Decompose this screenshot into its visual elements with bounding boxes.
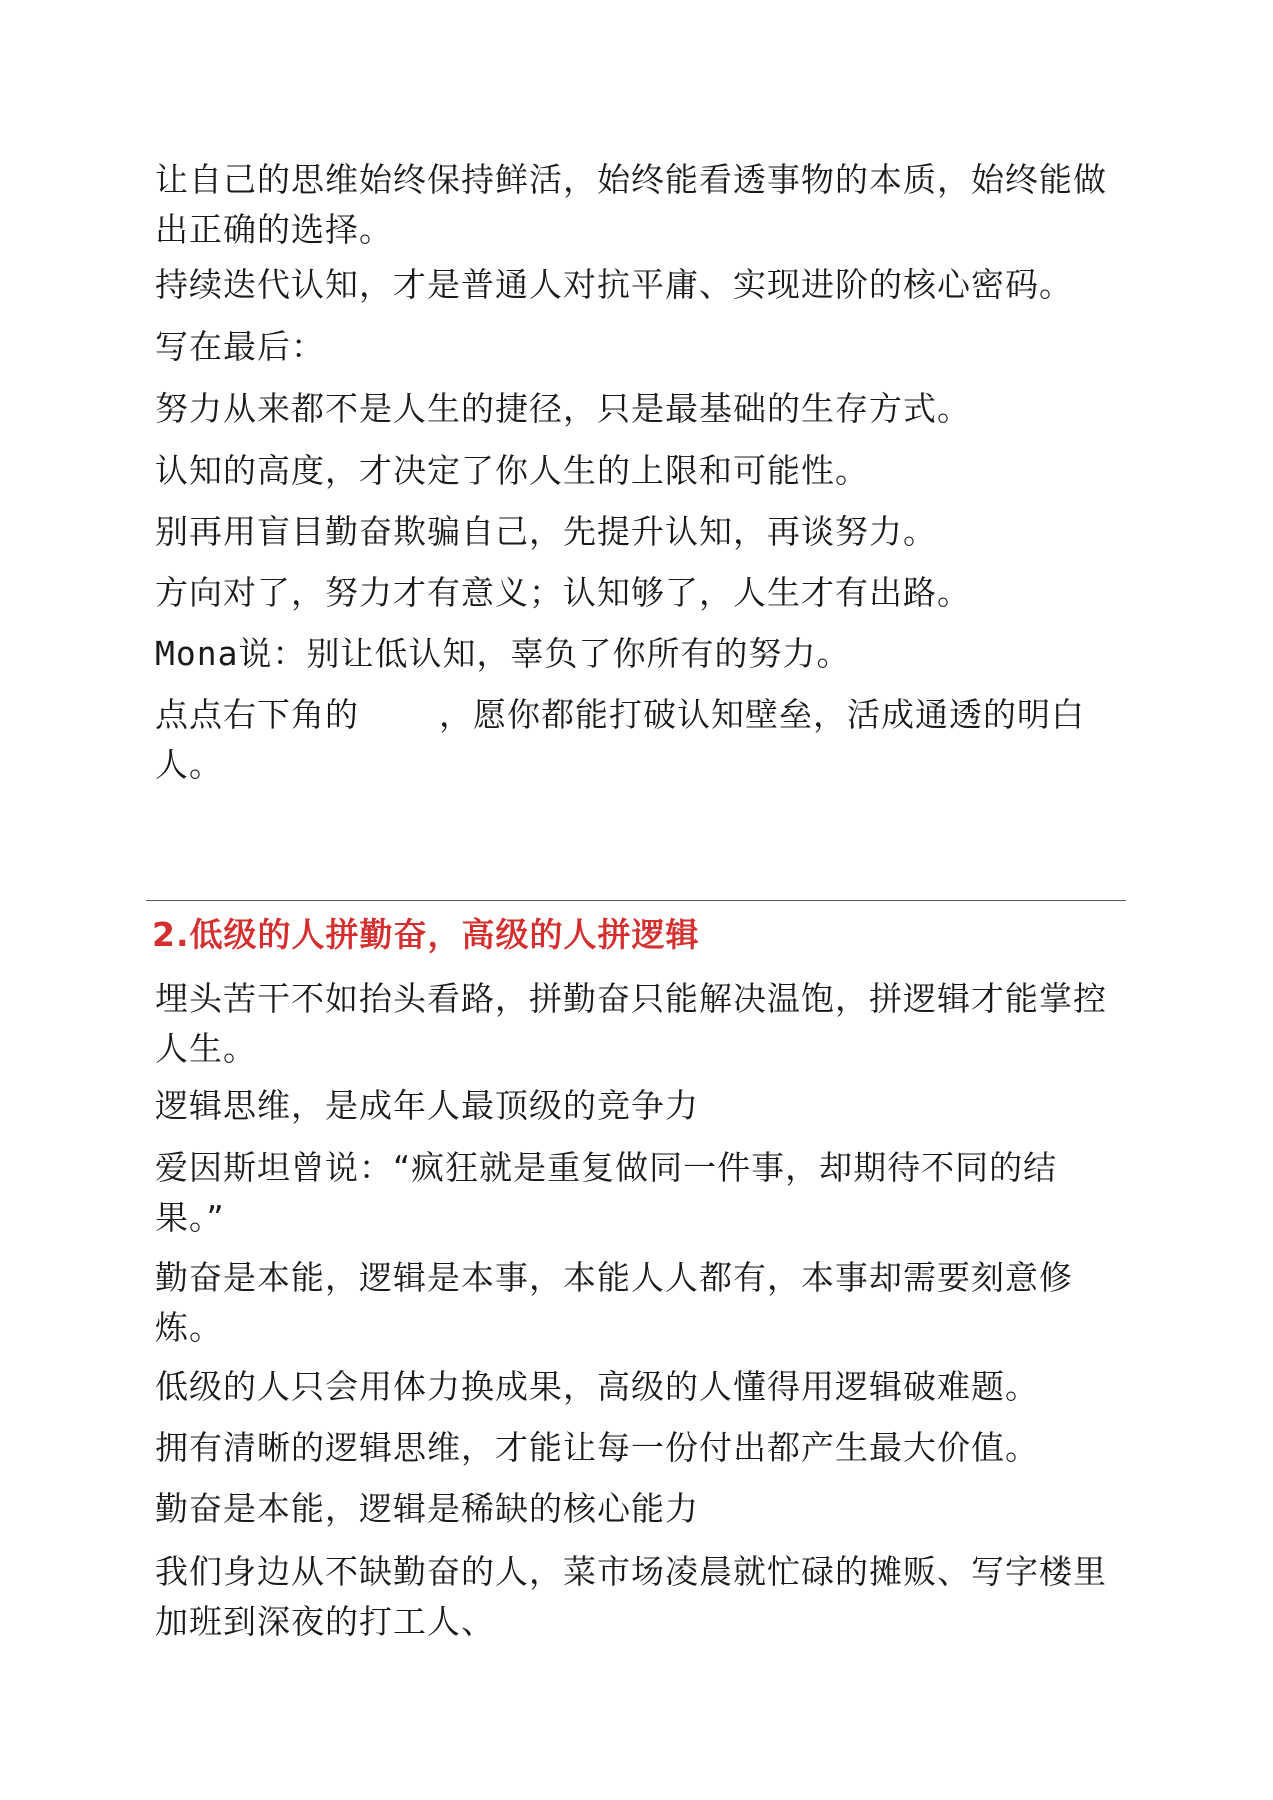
closing-text-after: ，愿你都能打破认知壁垒，活成通透的明白人。 xyxy=(155,695,1085,784)
section-divider xyxy=(146,900,1126,901)
paragraph: 逻辑思维，是成年人最顶级的竞争力 xyxy=(155,1086,699,1125)
paragraph: 勤奋是本能，逻辑是稀缺的核心能力 xyxy=(155,1489,699,1528)
mona-quote-text: 说：别让低认知，辜负了你所有的努力。 xyxy=(238,634,851,673)
paragraph: 让自己的思维始终保持鲜活，始终能看透事物的本质，始终能做出正确的选择。 xyxy=(155,160,1107,249)
paragraph: 勤奋是本能，逻辑是本事，本能人人都有，本事却需要刻意修炼。 xyxy=(155,1258,1073,1347)
mona-quote xyxy=(155,629,1115,679)
paragraph: 爱因斯坦曾说：“疯狂就是重复做同一件事，却期待不同的结果。” xyxy=(155,1148,1058,1237)
paragraph: 持续迭代认知，才是普通人对抗平庸、实现进阶的核心密码。 xyxy=(155,265,1073,304)
paragraph: 努力从来都不是人生的捷径，只是最基础的生存方式。 xyxy=(155,389,971,428)
closing-paragraph xyxy=(155,690,1115,790)
mona-name: Mona xyxy=(155,634,239,673)
paragraph: 认知的高度，才决定了你人生的上限和可能性。 xyxy=(155,451,869,490)
section-heading: 2.低级的人拼勤奋，高级的人拼逻辑 xyxy=(152,915,700,954)
paragraph: 我们身边从不缺勤奋的人，菜市场凌晨就忙碌的摊贩、写字楼里加班到深夜的打工人、 xyxy=(155,1552,1107,1641)
paragraph: 方向对了，努力才有意义；认知够了，人生才有出路。 xyxy=(155,573,971,612)
closing-text-before: 点点右下角的 xyxy=(155,695,359,734)
paragraph: 别再用盲目勤奋欺骗自己，先提升认知，再谈努力。 xyxy=(155,512,937,551)
paragraph: 埋头苦干不如抬头看路，拼勤奋只能解决温饱，拼逻辑才能掌控人生。 xyxy=(155,979,1107,1068)
paragraph: 低级的人只会用体力换成果，高级的人懂得用逻辑破难题。 xyxy=(155,1367,1039,1406)
paragraph: 写在最后： xyxy=(155,327,325,366)
paragraph: 拥有清晰的逻辑思维，才能让每一份付出都产生最大价值。 xyxy=(155,1428,1039,1467)
